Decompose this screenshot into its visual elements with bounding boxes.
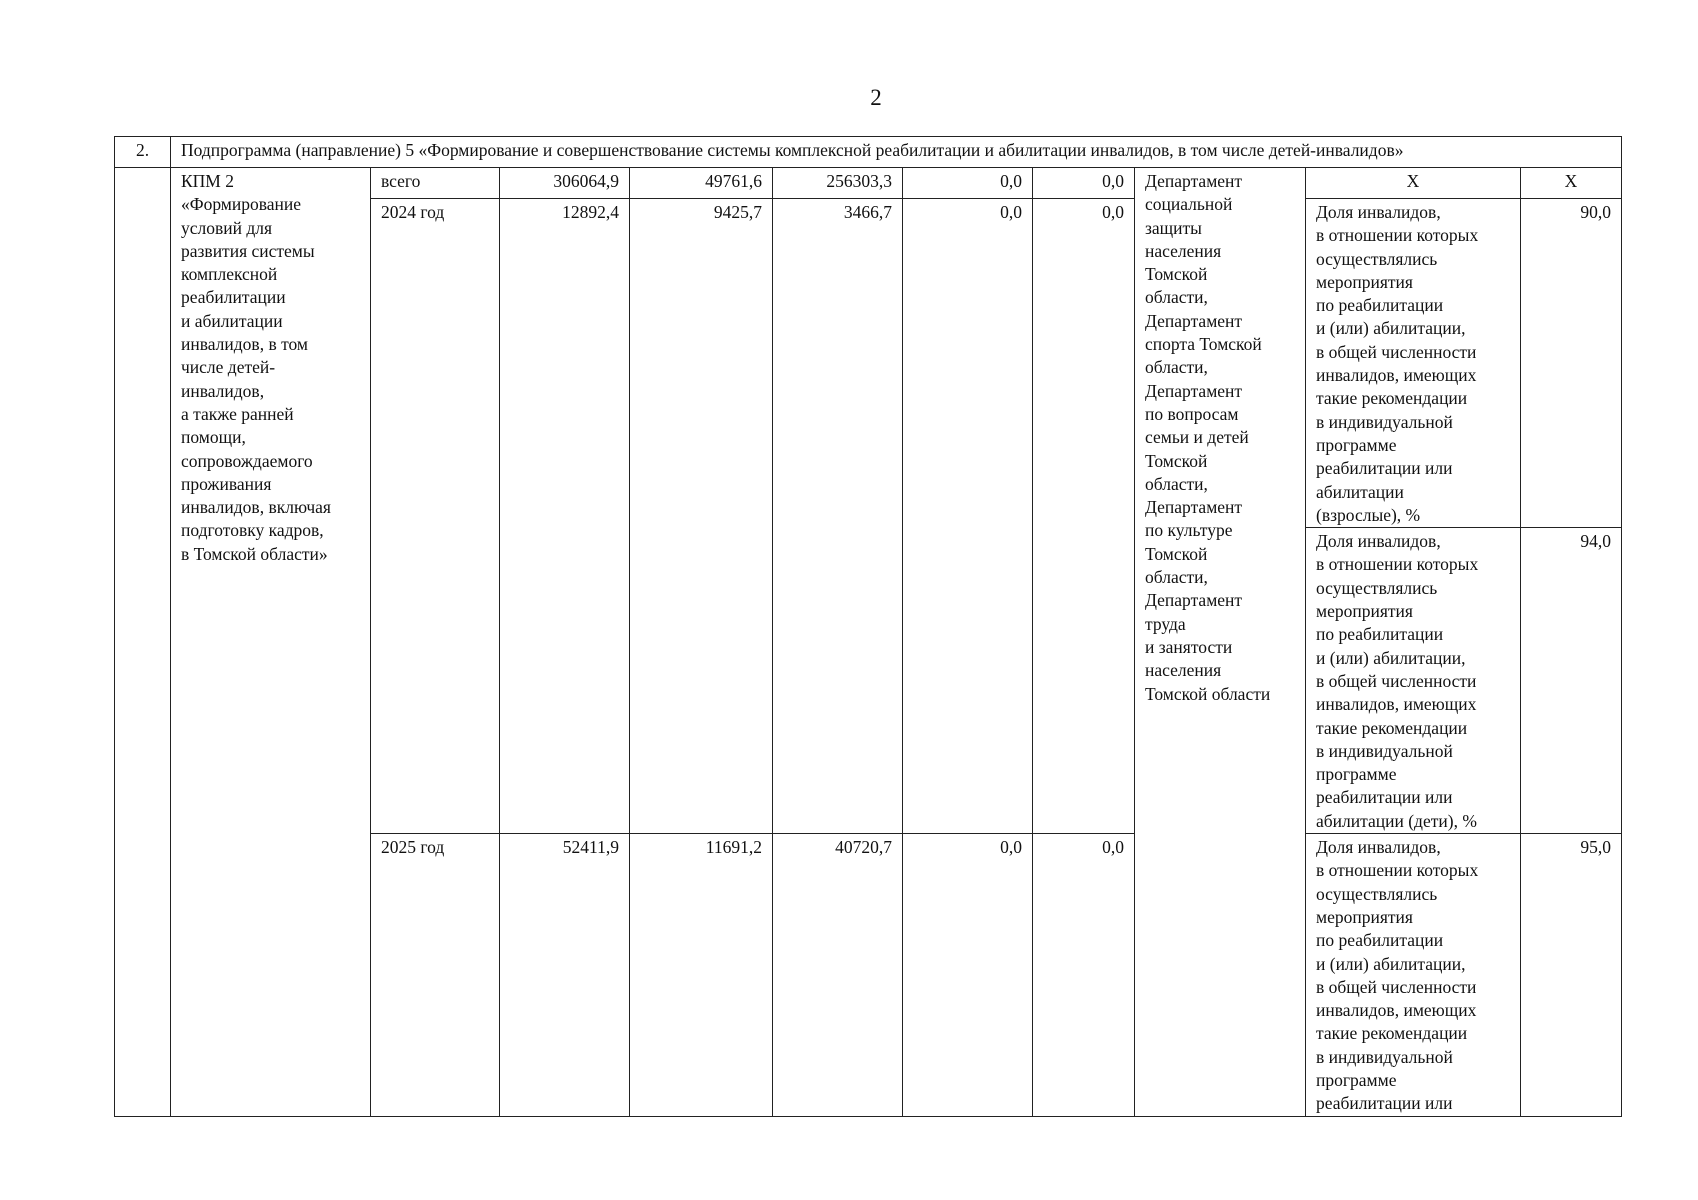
funding-cell: 0,0 <box>1033 199 1135 834</box>
funding-cell: 0,0 <box>1033 834 1135 1117</box>
page-number: 2 <box>870 85 882 110</box>
period-cell: 2024 год <box>371 199 500 834</box>
total-cell: 306064,9 <box>500 168 630 199</box>
funding-cell: 49761,6 <box>630 168 773 199</box>
row-number: 2. <box>115 137 171 168</box>
program-table <box>114 136 1622 1117</box>
indicator-value: 90,0 <box>1521 199 1622 528</box>
funding-cell: 3466,7 <box>773 199 903 834</box>
indicator-name: Доля инвалидов, в отношении которых осуществлялись мероприятия по реабилитации и (или) абилитации, в общей численности инвалидов, имеющих такие рекомендации в индивидуальной программе реабилитации или <box>1306 834 1521 1117</box>
section-header-row <box>115 137 1622 168</box>
empty-number-cell <box>115 168 171 1117</box>
table-row <box>115 168 1622 199</box>
indicator-name: Доля инвалидов, в отношении которых осуществлялись мероприятия по реабилитации и (или) абилитации, в общей численности инвалидов, имеющих такие рекомендации в индивидуальной программе реабилитации или абилитации (дети), % <box>1306 528 1521 834</box>
indicator-value: Х <box>1521 168 1622 199</box>
measure-title: КПМ 2 «Формирование условий для развития системы комплексной реабилитации и абилитации инвалидов, в том числе детей- инвалидов, а также ранней помощи, сопровождаемого проживания инвалидов, включая подготовку кадров, в Томской области» <box>171 168 371 1117</box>
subprogram-header: Подпрограмма (направление) 5 «Формирование и совершенствование системы комплексной реабилитации и абилитации инвалидов, в том числе детей-инвалидов» <box>171 137 1622 168</box>
funding-cell: 9425,7 <box>630 199 773 834</box>
funding-cell: 40720,7 <box>773 834 903 1117</box>
funding-cell: 0,0 <box>903 834 1033 1117</box>
indicator-name: Доля инвалидов, в отношении которых осуществлялись мероприятия по реабилитации и (или) абилитации, в общей численности инвалидов, имеющих такие рекомендации в индивидуальной программе реабилитации или абилитации (взрослые), % <box>1306 199 1521 528</box>
funding-cell: 0,0 <box>1033 168 1135 199</box>
total-cell: 12892,4 <box>500 199 630 834</box>
period-cell: 2025 год <box>371 834 500 1117</box>
funding-cell: 11691,2 <box>630 834 773 1117</box>
funding-cell: 256303,3 <box>773 168 903 199</box>
funding-cell: 0,0 <box>903 199 1033 834</box>
responsible-executors: Департамент социальной защиты населения Томской области, Департамент спорта Томской области, Департамент по вопросам семьи и детей Томской области, Департамент по культуре Томской области, Департамент труда и занятости населения Томской области <box>1135 168 1306 1117</box>
indicator-value: 95,0 <box>1521 834 1622 1117</box>
period-cell: всего <box>371 168 500 199</box>
indicator-value: 94,0 <box>1521 528 1622 834</box>
funding-cell: 0,0 <box>903 168 1033 199</box>
total-cell: 52411,9 <box>500 834 630 1117</box>
indicator-name: Х <box>1306 168 1521 199</box>
